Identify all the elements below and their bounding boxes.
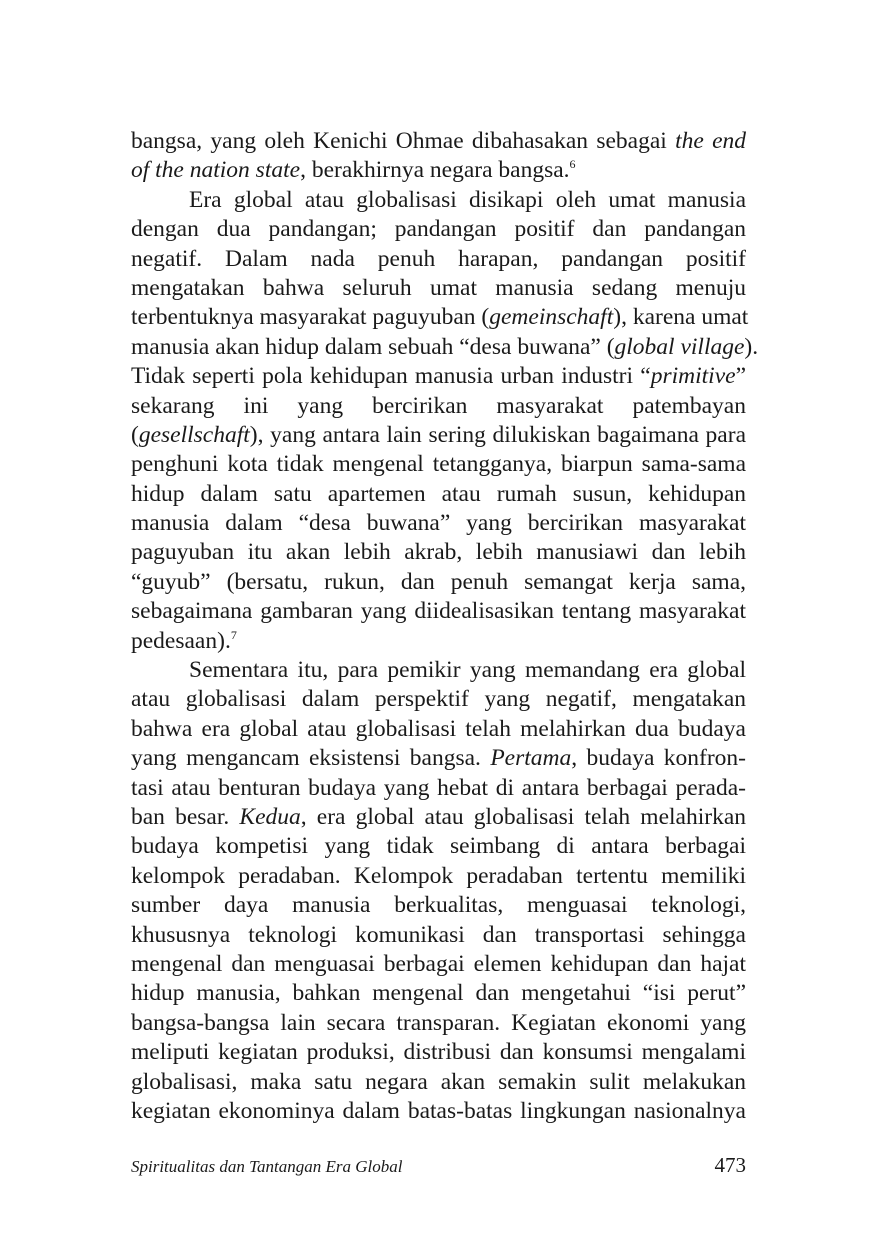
text-line [131,1009,746,1038]
text-line [131,450,746,479]
text-run: Sementara itu, para pemikir yang memandang era global [189,657,746,684]
text-run: terbentuknya masyarakat paguyuban ( [131,304,490,331]
text-run: ” [735,363,746,390]
text-run: budaya kompetisi yang tidak seimbang di antara berbagai [131,833,746,860]
text-run: mengenal dan menguasai berbagai elemen kehidupan dan hajat [131,950,746,977]
text-line [131,421,746,450]
text-line [131,950,746,979]
text-line [131,245,746,274]
text-line [131,274,746,303]
text-line [131,1038,746,1067]
text-line [131,891,746,920]
text-run: ). [744,333,759,360]
text-run: pedesaan). [131,627,231,654]
body-text [131,127,759,1126]
text-run: hidup dalam satu apartemen atau rumah susun, kehidupan [131,480,746,507]
italic-term: Pertama [490,745,572,772]
text-run: “guyub” (bersatu, rukun, dan penuh semangat kerja sama, [131,568,746,595]
italic-term: the end [675,128,746,154]
page-number: 473 [714,1153,746,1177]
text-run: negatif. Dalam nada penuh harapan, pandangan positif [131,245,746,272]
footnote-marker: 7 [230,627,237,642]
text-run: paguyuban itu akan lebih akrab, lebih manusiawi dan lebih [131,539,746,566]
italic-term: global village [614,333,745,360]
text-run: bangsa-bangsa lain secara transparan. Kegiatan ekonomi yang [131,1009,746,1036]
text-run: kegiatan ekonominya dalam batas-batas lingkungan nasionalnya [131,1097,746,1124]
text-run: , berakhirnya negara bangsa. [300,157,570,184]
text-line [131,127,746,156]
text-line [131,1097,746,1126]
text-line [131,685,746,714]
text-line [131,568,746,597]
italic-term: gesellschaft [138,421,250,448]
text-line [131,303,749,332]
text-line [131,715,746,744]
text-run: sekarang ini yang bercirikan masyarakat patembayan [131,392,746,419]
text-line [131,156,746,185]
text-line [131,509,746,538]
text-run: manusia akan hidup dalam sebuah “desa buwana” ( [131,333,615,360]
italic-term: primitive [650,363,736,390]
text-line [131,627,746,656]
text-line [131,921,746,950]
italic-term: Kedua [239,803,301,830]
text-run: khususnya teknologi komunikasi dan transportasi sehingga [131,921,746,948]
text-run: , budaya konfron- [571,745,746,772]
text-line [131,1068,746,1097]
text-run: ), karena umat [613,304,749,331]
text-run: sumber daya manusia berkualitas, menguasai teknologi, [131,892,746,919]
text-run: tasi atau benturan budaya yang hebat di antara berbagai perada- [131,774,746,801]
text-run: atau globalisasi dalam perspektif yang negatif, mengatakan [131,686,746,713]
text-line [131,215,746,244]
text-line [131,774,746,803]
running-title: Spiritualitas dan Tantangan Era Global [131,1157,403,1176]
text-run: , era global atau globalisasi telah melahirkan [300,803,746,830]
text-run: meliputi kegiatan produksi, distribusi dan konsumsi mengalami [131,1039,746,1066]
text-run: manusia dalam “desa buwana” yang bercirikan masyarakat [131,510,746,537]
text-run: dengan dua pandangan; pandangan positif dan pandangan [131,216,746,243]
italic-term: of the nation state [131,157,301,184]
text-run: globalisasi, maka satu negara akan semakin sulit melakukan [131,1068,746,1095]
text-run: bahwa era global atau globalisasi telah melahirkan dua budaya [131,715,746,742]
text-line [131,656,746,685]
text-line [131,186,746,215]
text-run: penghuni kota tidak mengenal tetangganya, biarpun sama-sama [131,451,746,478]
text-run: Era global atau globalisasi disikapi oleh umat manusia [189,186,746,213]
text-run: yang mengancam eksistensi bangsa. [131,745,491,772]
page-footer [131,1153,746,1183]
text-line [131,832,746,861]
italic-term: gemeinschaft [489,304,614,331]
text-line [131,392,746,421]
footnote-marker: 6 [569,157,576,172]
text-run: kelompok peradaban. Kelompok peradaban tertentu memiliki [131,862,746,889]
text-line [131,333,759,362]
text-run: ban besar. [131,803,240,830]
text-run: ), yang antara lain sering dilukiskan bagaimana para [249,421,746,448]
text-line [131,744,746,773]
text-run: hidup manusia, bahkan mengenal dan mengetahui “isi perut” [131,980,746,1007]
text-run: Tidak seperti pola kehidupan manusia urban industri “ [131,363,651,390]
text-line [131,979,746,1008]
text-line [131,862,746,891]
text-run: sebagaimana gambaran yang diidealisasikan tentang masyarakat [131,598,746,625]
text-line [131,538,746,567]
text-line [131,480,746,509]
text-run: bangsa, yang oleh Kenichi Ohmae dibahasakan sebagai [131,128,676,154]
text-run: mengatakan bahwa seluruh umat manusia sedang menuju [131,274,746,301]
text-line [131,597,746,626]
text-line [131,803,746,832]
text-line [131,362,746,391]
text-run: ( [131,421,139,448]
